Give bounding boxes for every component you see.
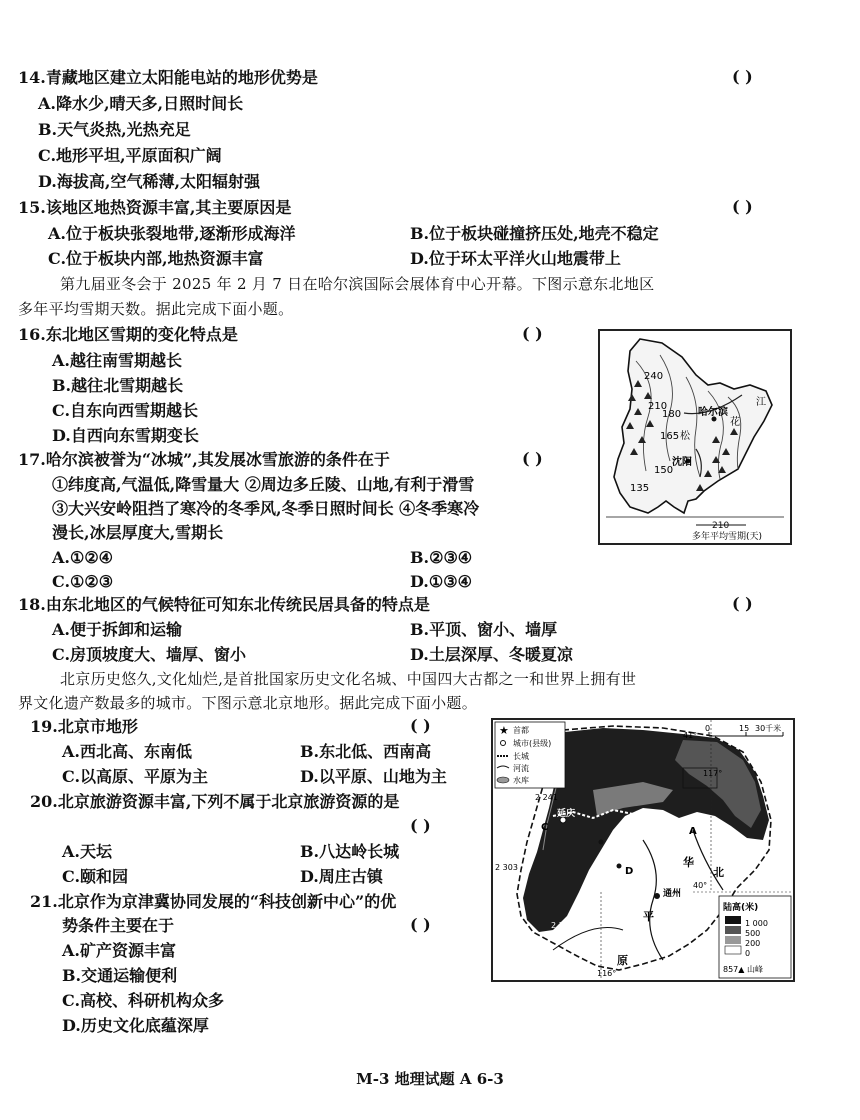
q20-stem: 20.北京旅游资源丰富,下列不属于北京旅游资源的是 [30,792,400,811]
q21-answer-paren[interactable]: ( ) [410,915,431,934]
peak-857: 857 [737,857,753,866]
q16-option-a[interactable]: A.越往南雪期越长 [52,351,182,370]
peak-2303: 2 303 [495,863,518,872]
q20-option-a[interactable]: A.天坛 [62,842,112,861]
q14-answer-paren[interactable]: ( ) [732,67,753,86]
q21-option-a[interactable]: A.矿产资源丰富 [62,941,176,960]
q16-option-b[interactable]: B.越往北雪期越长 [52,376,184,395]
elev-1000: 1 000 [745,919,768,928]
q17-option-a[interactable]: A.①②④ [52,548,114,567]
legend-capital: 首都 [513,726,529,735]
q18-answer-paren[interactable]: ( ) [732,594,753,613]
plain-char-3: 平 [643,910,654,923]
q18-option-c[interactable]: C.房顶坡度大、墙厚、窗小 [52,645,247,664]
q20-option-b[interactable]: B.八达岭长城 [300,842,400,861]
q14-stem: 14.青藏地区建立太阳能电站的地形优势是 [18,68,318,87]
q17-option-d[interactable]: D.①③④ [410,572,472,591]
q21-option-b[interactable]: B.交通运输便利 [62,966,178,985]
q18-stem: 18.由东北地区的气候特征可知东北传统民居具备的特点是 [18,595,430,614]
q21-stem: 21.北京作为京津冀协同发展的“科技创新中心”的优 [30,892,397,911]
contour-label-150: 150 [654,465,674,476]
tongzhou-label: 通州 [663,889,682,899]
q14-option-b[interactable]: B.天气炎热,光热充足 [38,120,191,139]
harbin-label: 哈尔滨 [698,407,728,418]
contour-label-135: 135 [630,483,650,494]
q17-statement-line-1: ①纬度高,气温低,降雪量大 ②周边多丘陵、山地,有利于滑雪 [52,475,475,494]
contour-label-180: 180 [662,409,682,420]
q15-option-c[interactable]: C.位于板块内部,地热资源丰富 [48,249,264,268]
elev-500: 500 [745,929,761,938]
point-a: A [689,826,697,837]
q20-answer-paren[interactable]: ( ) [410,816,431,835]
legend-peak: 857▲ 山峰 [723,965,763,974]
q19-option-c[interactable]: C.以高原、平原为主 [62,767,209,786]
northeast-snow-map-svg [600,331,790,543]
intro-asian-winter-games-2: 多年平均雪期天数。据此完成下面小题。 [18,300,294,318]
q18-option-a[interactable]: A.便于拆卸和运输 [52,620,182,639]
lon-117: 117° [703,769,723,778]
peak-2241: 2 241 [535,793,558,802]
q15-option-d[interactable]: D.位于环太平洋火山地震带上 [410,249,621,268]
q17-statement-line-3: 漫长,冰层厚度大,雪期长 [52,523,224,542]
plain-char-4: 原 [617,954,628,967]
q17-option-c[interactable]: C.①②③ [52,572,114,591]
river-char-2: 花 [730,417,740,428]
q18-option-b[interactable]: B.平顶、窗小、墙厚 [410,620,558,639]
scale-0: 0 [705,724,711,733]
q19-option-a[interactable]: A.西北高、东南低 [62,742,192,761]
q19-option-b[interactable]: B.东北低、西南高 [300,742,432,761]
intro-beijing: 北京历史悠久,文化灿烂,是首批国家历史文化名城、中国四大古都之一和世界上拥有世 [60,670,637,688]
river-char-3: 江 [756,397,766,408]
q17-stem: 17.哈尔滨被誉为“冰城”,其发展冰雪旅游的条件在于 [18,450,390,469]
q14-option-c[interactable]: C.地形平坦,平原面积广阔 [38,146,222,165]
shenyang-label: 沈阳 [672,457,692,468]
legend-great-wall: 长城 [513,752,529,761]
q15-stem: 15.该地区地热资源丰富,其主要原因是 [18,198,292,217]
q21-option-d[interactable]: D.历史文化底蕴深厚 [62,1016,209,1035]
legend-river: 河流 [513,764,529,773]
intro-beijing-2: 界文化遗产数最多的城市。下图示意北京地形。据此完成下面小题。 [18,694,478,712]
point-b: B [629,834,637,845]
northeast-snow-map [598,329,792,545]
q21-stem-2: 势条件主要在于 [62,916,175,935]
plain-char-2: 北 [713,866,724,879]
q14-option-a[interactable]: A.降水少,晴天多,日照时间长 [38,94,244,113]
beijing-terrain-map [491,718,795,982]
q17-option-b[interactable]: B.②③④ [410,548,473,567]
elevation-legend-title: 陆高(米) [723,903,759,913]
contour-label-165: 165 [660,431,680,442]
yanqing-label: 延庆 [557,809,576,819]
legend-reservoir: 水库 [513,776,529,785]
page-footer: M-3 地理试题 A 6-3 [356,1070,504,1088]
q20-option-c[interactable]: C.颐和园 [62,867,129,886]
contour-label-210: 210 [648,401,668,412]
q16-answer-paren[interactable]: ( ) [522,324,543,343]
q17-statement-line-2: ③大兴安岭阻挡了寒冷的冬季风,冬季日照时间长 ④冬季寒冷 [52,499,480,518]
point-d: D [625,866,634,877]
scale-15: 15 [739,724,750,733]
contour-label-240: 240 [644,371,664,382]
point-c: C [541,822,549,833]
lat-41: 41° [683,731,698,740]
elev-0: 0 [745,949,751,958]
peak-2305: 2 305 [551,921,574,930]
q20-option-d[interactable]: D.周庄古镇 [300,867,383,886]
q17-answer-paren[interactable]: ( ) [522,449,543,468]
lat-40: 40° [693,881,708,890]
river-char-1: 松 [680,431,690,442]
q18-option-d[interactable]: D.土层深厚、冬暖夏凉 [410,645,573,664]
q15-option-b[interactable]: B.位于板块碰撞挤压处,地壳不稳定 [410,224,659,243]
legend-county-city: 城市(县级) [513,739,552,748]
q14-option-d[interactable]: D.海拔高,空气稀薄,太阳辐射强 [38,172,261,191]
q16-stem: 16.东北地区雪期的变化特点是 [18,325,238,344]
q21-option-c[interactable]: C.高校、科研机构众多 [62,991,225,1010]
legend-snow-days: 多年平均雪期(天) [692,532,763,542]
beijing-terrain-map-svg [493,720,793,980]
scale-30km: 30千米 [755,724,782,733]
legend-star-icon: ★ [499,724,509,737]
capital-star-icon: ★ [627,891,639,906]
q16-option-d[interactable]: D.自西向东雪期变长 [52,426,199,445]
q15-option-a[interactable]: A.位于板块张裂地带,逐渐形成海洋 [48,224,296,243]
q19-option-d[interactable]: D.以平原、山地为主 [300,767,447,786]
plain-char-1: 华 [683,856,694,869]
q16-option-c[interactable]: C.自东向西雪期越长 [52,401,199,420]
legend-contour-value: 210 [712,521,730,531]
q19-stem: 19.北京市地形 [30,717,138,736]
q15-answer-paren[interactable]: ( ) [732,197,753,216]
lon-116: 116° [597,969,617,978]
intro-asian-winter-games: 第九届亚冬会于 2025 年 2 月 7 日在哈尔滨国际会展体育中心开幕。下图示意东北地区 [60,275,655,293]
elev-200: 200 [745,939,761,948]
q19-answer-paren[interactable]: ( ) [410,716,431,735]
